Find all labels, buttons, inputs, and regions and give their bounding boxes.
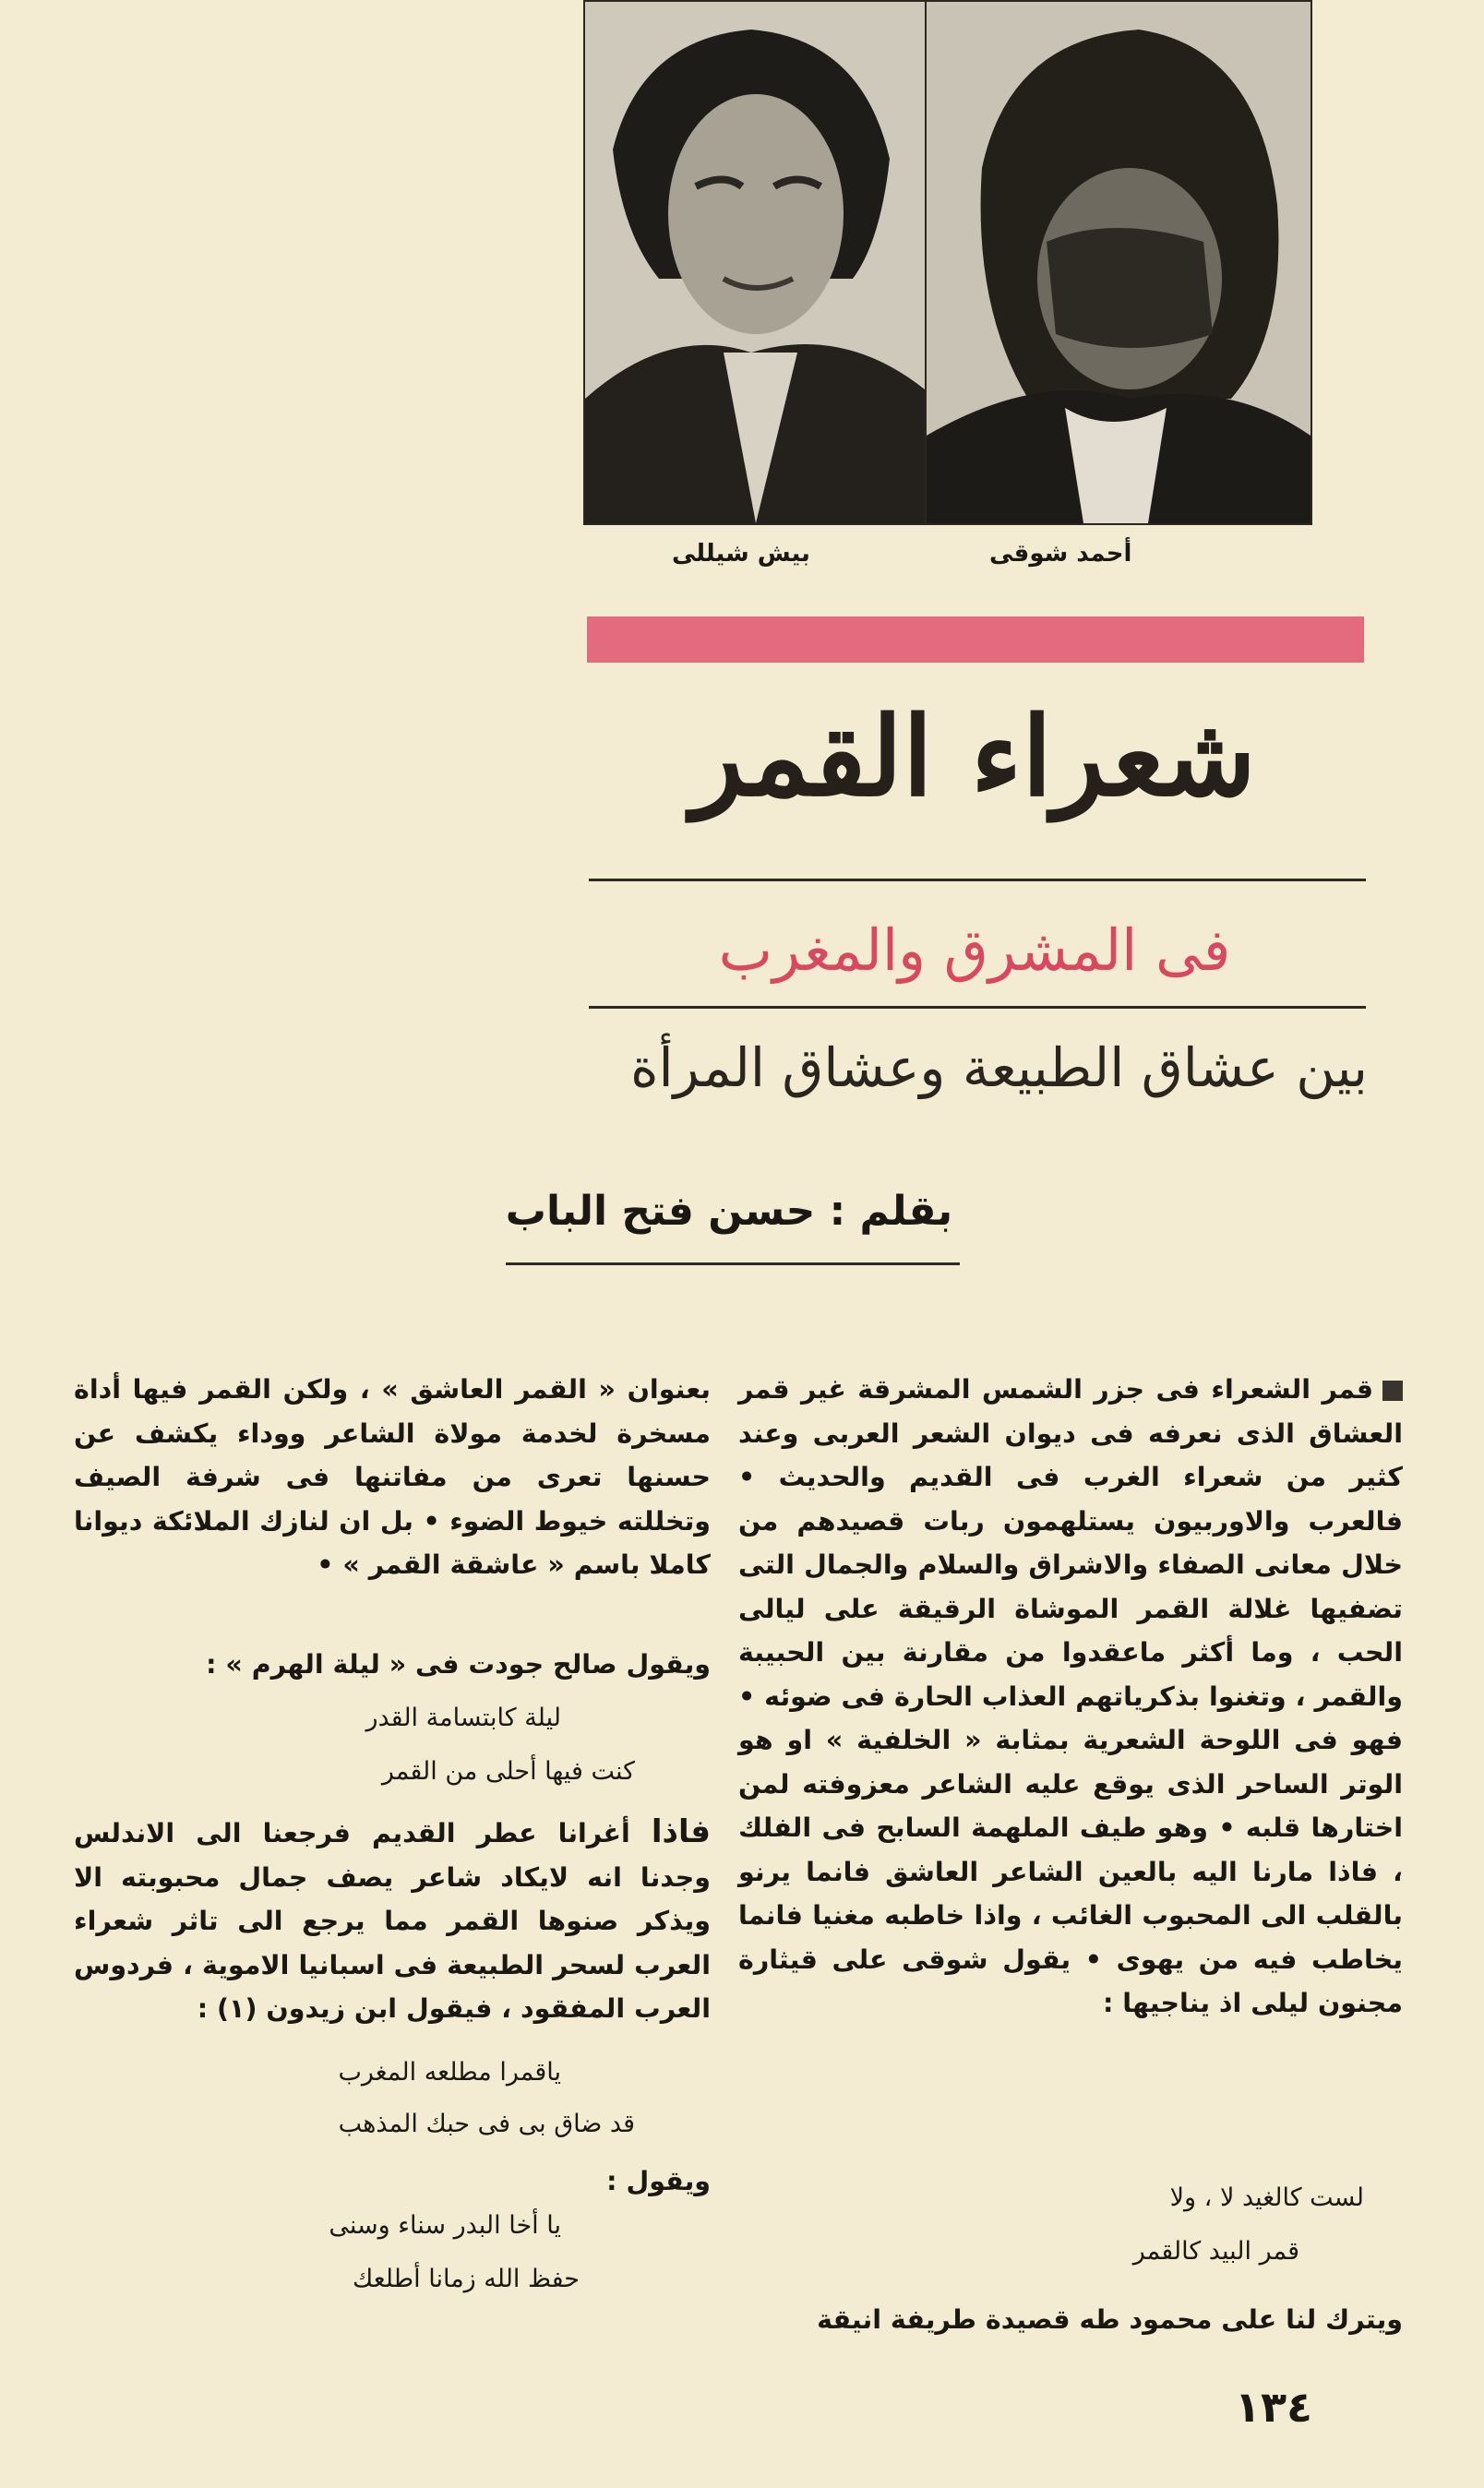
left-paragraph-2: ويقول صالح جودت فى « ليلة الهرم » : bbox=[206, 1649, 711, 1680]
right-paragraph-1: قمر الشعراء فى جزر الشمس المشرقة غير قمر العشاق الذى نعرفه فى ديوان الشعر العربى وعند كثير من شعراء الغرب فى القديم والحديث • فالعرب والاوربيون يستلهمون ربات قصيدهم من خلال معانى الصفاء والاشراق والسلام والجمال التى تضفيها غلالة القمر الموشاة الرقيقة على ليالى الحب ، وما أكثر ماعقدوا من مقارنة بين الحبيبة والقمر ، وتغنوا بذكرياتهم العذاب الحارة فى ضوئه • فهو فى اللوحة الشعرية بمثابة « الخلفية » او هو الوتر الساحر الذى يوقع عليه الشاعر معزوفته لمن اختارها قلبه • وهو طيف الملهمة السابح فى الفلك ، فاذا مارنا اليه بالعين الشاعر العاشق فانما يرنو بالقلب الى المحبوب الغائب ، واذا خاطبه مغنيا فانما يخاطب فيه من يهوى • يقول شوقى على قيثارة مجنون ليلى اذ يناجيها : bbox=[738, 1374, 1403, 2018]
article-tagline: بين عشاق الطبيعة وعشاق المرأة bbox=[630, 1036, 1368, 1099]
left-verse1-line-1: ليلة كابتسامة القدر bbox=[365, 1704, 561, 1732]
left-verse2-line-1: ياقمرا مطلعه المغرب bbox=[338, 2058, 561, 2087]
left-verse3-line-1: يا أخا البدر سناء وسنى bbox=[329, 2211, 561, 2240]
left-verse1-line-2: كنت فيها أحلى من القمر bbox=[381, 1757, 635, 1786]
photo-shelley bbox=[583, 0, 927, 525]
byline-underline bbox=[506, 1262, 960, 1265]
left-paragraph-4: ويقول : bbox=[606, 2166, 711, 2196]
article-column-right bbox=[738, 1368, 1403, 2026]
divider-middle bbox=[589, 1006, 1366, 1009]
article-column-left bbox=[74, 1368, 711, 1587]
decorative-red-bar bbox=[587, 616, 1364, 663]
article-title: شعراء القمر bbox=[690, 692, 1256, 820]
right-verse-line-1: لست كالغيد لا ، ولا bbox=[1169, 2183, 1364, 2212]
page-number: ١٣٤ bbox=[1234, 2382, 1313, 2432]
left-verse3-line-2: حفظ الله زمانا أطلعك bbox=[352, 2265, 580, 2293]
author-byline: بقلم : حسن فتح الباب bbox=[505, 1188, 953, 1235]
photo-shawqi bbox=[925, 0, 1312, 525]
article-subtitle: فى المشرق والمغرب bbox=[718, 916, 1231, 984]
square-bullet-icon bbox=[1382, 1381, 1403, 1401]
divider-top bbox=[589, 879, 1366, 881]
caption-shelley: بيش شيللى bbox=[672, 540, 810, 568]
left-verse2-line-2: قد ضاق بى فى حبك المذهب bbox=[338, 2110, 635, 2138]
right-verse-line-2: قمر البيد كالقمر bbox=[1132, 2237, 1299, 2266]
portrait-shawqi-image bbox=[927, 2, 1310, 523]
portrait-shelley-image bbox=[585, 2, 925, 523]
left-paragraph-3: فاذا أغرانا عطر القديم فرجعنا الى الاندلس وجدنا انه لايكاد شاعر يصف جمال محبوبته الا ويذكر صنوها القمر مما يرجع الى تاثر شعراء العرب لسحر الطبيعة فى اسبانيا الاموية ، فردوس العرب المفقود ، فيقول ابن زيدون (١) : bbox=[74, 1813, 711, 2024]
lead-word: فاذا bbox=[651, 1813, 711, 1850]
caption-shawqi: أحمد شوقى bbox=[989, 540, 1132, 568]
left-paragraph-1: بعنوان « القمر العاشق » ، ولكن القمر فيها أداة مسخرة لخدمة مولاة الشاعر ووداء يكشف عن حسنها تعرى من مفاتنها فى شرفة الصيف وتخللته خيوط الضوء • بل ان لنازك الملائكة ديوانا كاملا باسم « عاشقة القمر » • bbox=[74, 1374, 711, 1580]
right-paragraph-2: ويترك لنا على محمود طه قصيدة طريفة انيقة bbox=[817, 2304, 1403, 2335]
